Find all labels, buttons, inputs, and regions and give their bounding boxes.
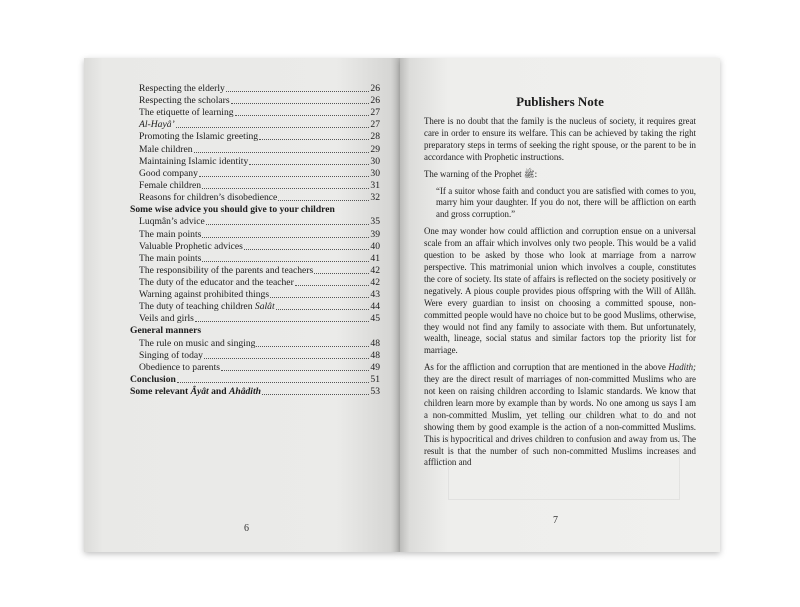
toc-title xyxy=(139,95,230,107)
toc-page-number: 31 xyxy=(370,179,380,191)
toc-page-number: 35 xyxy=(370,216,380,228)
toc-leader-dots xyxy=(194,152,370,153)
toc-title-text: Valuable Prophetic advices xyxy=(139,240,243,252)
toc-title-text: Respecting the elderly xyxy=(139,83,225,95)
paragraph-4 xyxy=(424,362,696,469)
toc-leader-dots xyxy=(314,273,369,274)
toc-title xyxy=(139,253,201,265)
toc-page-number: 40 xyxy=(370,240,380,252)
toc-title-text: Female children xyxy=(139,179,202,191)
toc-heading: General manners xyxy=(130,325,202,337)
toc-entry xyxy=(130,143,380,155)
toc-leader-dots xyxy=(206,224,370,225)
paragraph-4-italic: Hadith; xyxy=(668,362,696,373)
paragraph-3: One may wonder how could affliction and corruption ensue on a universal scale from an affair which involves only two people. This would be a valid question to be asked by those who look at marriage from a narrow perspective. This matrimonial union which involves a couple, constitutes the core of society. Its state of affairs is reflected on the society positively or negatively. A pious couple provides pious offspring with the Will of Allâh. Were every guardian to insist on choosing a committed spouse, non-committed people would have no choice but to be good Muslims, otherwise, they would not find any family to associate with them. But unfortunately, wealth, lineage, social status and similar factors top the priority list for marriage. xyxy=(424,226,696,356)
right-page xyxy=(400,58,720,552)
toc-leader-dots xyxy=(176,127,370,128)
paragraph-2: The warning of the Prophet ﷺ: xyxy=(424,168,538,179)
toc-title-text: Good company xyxy=(139,167,198,179)
toc-title-italic: Ahâdith xyxy=(228,386,261,398)
toc-entry xyxy=(130,350,380,362)
toc-entry xyxy=(130,168,380,180)
toc-leader-dots xyxy=(295,285,370,286)
toc-title xyxy=(139,168,198,180)
toc-title xyxy=(139,107,234,119)
toc-title xyxy=(139,144,193,156)
toc-page-number: 27 xyxy=(370,119,380,131)
toc-entry xyxy=(130,216,380,228)
toc-page-number: 48 xyxy=(370,349,380,361)
toc-title xyxy=(139,277,294,289)
toc-page-number: 48 xyxy=(370,337,380,349)
toc-entry xyxy=(130,301,380,313)
hadith-quote: “If a suitor whose faith and conduct you are satisfied with comes to you, marry him your daughter. If you do not, there will be affliction on earth and gross corruption.” xyxy=(436,185,696,220)
open-book xyxy=(84,58,720,552)
toc-page-number: 30 xyxy=(370,167,380,179)
toc-title-text: Singing of today xyxy=(139,349,203,361)
toc-entry xyxy=(130,313,380,325)
toc-title-text: Obedience to parents xyxy=(139,361,220,373)
toc-entry xyxy=(130,119,380,131)
toc-title xyxy=(139,83,225,95)
toc-leader-dots xyxy=(262,394,369,395)
toc-page-number: 32 xyxy=(370,191,380,203)
toc-leader-dots xyxy=(244,249,370,250)
toc-title xyxy=(139,289,269,301)
table-of-contents xyxy=(130,83,380,398)
toc-leader-dots xyxy=(249,164,369,165)
toc-page-number: 26 xyxy=(370,83,380,95)
toc-leader-dots xyxy=(195,321,370,322)
left-page xyxy=(84,58,400,552)
toc-title xyxy=(139,156,248,168)
toc-leader-dots xyxy=(276,309,370,310)
toc-entry xyxy=(130,83,380,95)
toc-entry xyxy=(130,241,380,253)
toc-title-italic: Salât xyxy=(254,301,275,313)
toc-title-text: Promoting the Islamic greeting xyxy=(139,131,259,143)
toc-title-text: The etiquette of learning xyxy=(139,107,234,119)
toc-entry xyxy=(130,277,380,289)
toc-entry xyxy=(130,362,380,374)
toc-leader-dots xyxy=(204,358,369,359)
toc-page-number: 43 xyxy=(370,288,380,300)
toc-leader-dots xyxy=(231,103,370,104)
toc-title xyxy=(139,313,194,325)
toc-title-text: Luqmân’s advice xyxy=(139,216,205,228)
toc-entry xyxy=(130,338,380,350)
toc-entry xyxy=(130,253,380,265)
toc-title-text: Conclusion xyxy=(130,373,176,385)
toc-title xyxy=(139,131,258,143)
toc-heading: Some wise advice you should give to your children xyxy=(130,203,335,215)
paragraph-4-start: As for the affliction and corruption that are mentioned in the above xyxy=(424,362,669,373)
toc-entry xyxy=(130,192,380,204)
paragraph-1: There is no doubt that the family is the nucleus of society, it requires great care in order to ensure its welfare. This can be achieved by taking the right preparatory steps in terms of seeking the right spouse, or the parent to be in accordance with Prophetic instructions. xyxy=(424,116,696,162)
toc-entry xyxy=(130,180,380,192)
toc-title-text: The duty of the educator and the teacher xyxy=(139,276,294,288)
toc-page-number: 41 xyxy=(370,252,380,264)
toc-title xyxy=(139,119,175,131)
toc-page-number: 45 xyxy=(370,313,380,325)
toc-leader-dots xyxy=(256,346,369,347)
toc-title xyxy=(139,216,205,228)
toc-entry xyxy=(130,156,380,168)
toc-leader-dots xyxy=(278,200,369,201)
toc-leader-dots xyxy=(202,237,369,238)
toc-entry xyxy=(130,95,380,107)
toc-leader-dots xyxy=(202,188,369,189)
toc-title xyxy=(139,301,275,313)
toc-entry xyxy=(130,289,380,301)
publishers-note xyxy=(424,94,696,474)
toc-page-number: 39 xyxy=(370,228,380,240)
toc-title xyxy=(139,350,203,362)
toc-page-number: 49 xyxy=(370,361,380,373)
toc-entry xyxy=(130,265,380,277)
toc-title xyxy=(139,180,201,192)
toc-leader-dots xyxy=(235,115,370,116)
toc-title-text: Male children xyxy=(139,143,193,155)
toc-leader-dots xyxy=(221,370,369,371)
toc-entry xyxy=(130,386,380,398)
toc-title xyxy=(139,192,277,204)
toc-entry xyxy=(130,131,380,143)
toc-title xyxy=(139,338,255,350)
toc-entry xyxy=(130,228,380,240)
toc-leader-dots xyxy=(202,261,369,262)
toc-title-text: Reasons for children’s disobedience xyxy=(139,191,278,203)
toc-leader-dots xyxy=(226,91,370,92)
page-number-right: 7 xyxy=(553,515,558,526)
toc-title-text: Warning against prohibited things xyxy=(139,288,270,300)
toc-page-number: 44 xyxy=(370,301,380,313)
paragraph-4-rest: they are the direct result of marriages of non-committed Muslims who are not keen on raising children according to Islamic standards. We know that children learn more by example than by words. No one among us says I am a non-committed Muslim, yet telling our children what to do and not showing them by good example is the action of a non-committed Muslims. This is hypocritical and drives children to confusion and away from us. The result is that the number of such non-committed Muslims increases and affliction and xyxy=(424,374,696,468)
toc-page-number: 53 xyxy=(370,386,380,398)
toc-title-text: Some relevant xyxy=(130,386,191,398)
toc-title-text: The main points xyxy=(139,228,202,240)
toc-title xyxy=(139,241,243,253)
toc-title-text: Maintaining Islamic identity xyxy=(139,155,249,167)
toc-title-mid: and xyxy=(208,386,229,398)
toc-page-number: 51 xyxy=(370,373,380,385)
toc-leader-dots xyxy=(259,139,369,140)
toc-title xyxy=(139,229,201,241)
toc-title-text: Veils and girls xyxy=(139,313,194,325)
toc-entry xyxy=(130,107,380,119)
toc-page-number: 42 xyxy=(370,264,380,276)
toc-title-text: The rule on music and singing xyxy=(139,337,256,349)
section-title: Publishers Note xyxy=(516,94,604,109)
toc-title-text: The duty of teaching children xyxy=(139,301,255,313)
toc-title-text: The responsibility of the parents and teachers xyxy=(139,264,314,276)
page-number-left: 6 xyxy=(244,523,249,534)
toc-leader-dots xyxy=(270,297,369,298)
toc-page-number: 29 xyxy=(370,143,380,155)
toc-title xyxy=(139,362,220,374)
toc-title-text: Al-Hayâ’ xyxy=(139,119,175,131)
toc-leader-dots xyxy=(177,382,370,383)
toc-page-number: 42 xyxy=(370,276,380,288)
toc-entry xyxy=(130,374,380,386)
toc-page-number: 26 xyxy=(370,95,380,107)
toc-leader-dots xyxy=(199,176,370,177)
toc-page-number: 30 xyxy=(370,155,380,167)
toc-title-text: Respecting the scholars xyxy=(139,95,230,107)
toc-page-number: 28 xyxy=(370,131,380,143)
toc-page-number: 27 xyxy=(370,107,380,119)
toc-title-text: The main points xyxy=(139,252,202,264)
toc-title xyxy=(139,265,313,277)
toc-title xyxy=(130,374,176,386)
toc-title-italic: Âyât xyxy=(190,386,209,398)
toc-title xyxy=(130,386,261,398)
